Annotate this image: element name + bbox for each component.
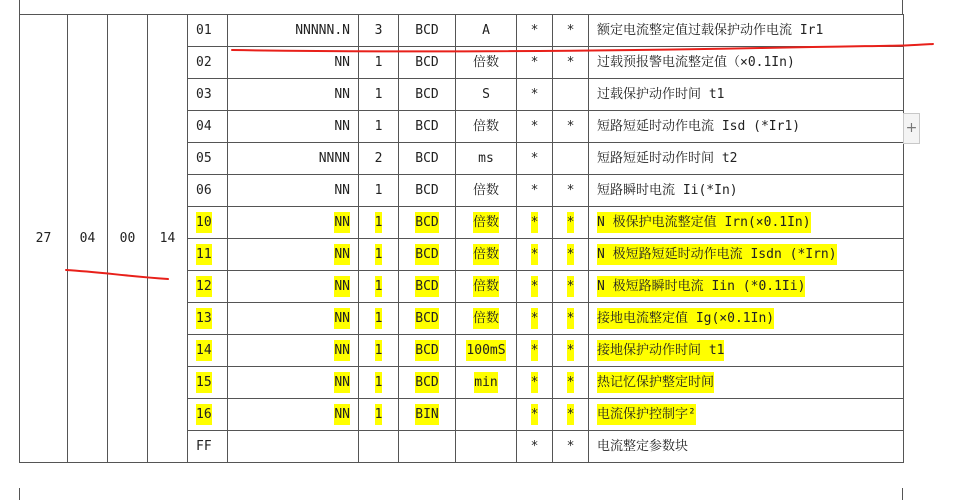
type-cell [399, 431, 456, 463]
format-cell-text: NN [334, 55, 350, 70]
format-cell [228, 175, 359, 207]
code-cell-text: 11 [196, 244, 212, 265]
unit-cell-text: A [482, 23, 490, 38]
format-cell [228, 207, 359, 239]
format-cell-text: NN [334, 183, 350, 198]
length-cell-text: 1 [374, 119, 383, 134]
unit-cell [456, 303, 517, 335]
type-cell-text: BCD [415, 372, 438, 393]
unit-cell-text: 100mS [466, 340, 505, 361]
description-cell [589, 303, 904, 335]
length-cell-text: 1 [375, 212, 383, 233]
read-flag-cell-text: * [531, 308, 539, 329]
write-flag-cell-text: * [566, 119, 575, 134]
code-cell [188, 431, 228, 463]
write-flag-cell [553, 79, 589, 111]
length-cell [359, 367, 399, 399]
code-cell [188, 303, 228, 335]
code-cell-text: 10 [196, 212, 212, 233]
unit-cell [456, 367, 517, 399]
write-flag-cell-text: * [566, 183, 575, 198]
description-cell-text: 额定电流整定值过载保护动作电流 Ir1 [597, 23, 824, 38]
length-cell-text: 1 [375, 404, 383, 425]
write-flag-cell [553, 303, 589, 335]
length-cell-text: 1 [375, 244, 383, 265]
write-flag-cell [553, 271, 589, 303]
unit-cell [456, 239, 517, 271]
format-cell-text: NNNNN.N [295, 23, 350, 38]
format-cell [228, 79, 359, 111]
unit-cell [456, 111, 517, 143]
description-cell [589, 79, 904, 111]
length-cell-text: 1 [375, 276, 383, 297]
type-cell [399, 79, 456, 111]
description-cell-text: 短路瞬时电流 Ii(*In) [597, 183, 738, 198]
unit-cell [456, 15, 517, 47]
unit-cell-text: 倍数 [472, 183, 499, 198]
length-cell [359, 175, 399, 207]
write-flag-cell [553, 239, 589, 271]
read-flag-cell-text: * [531, 276, 539, 297]
read-flag-cell [517, 207, 553, 239]
length-cell-text: 1 [374, 55, 383, 70]
description-cell-text: 热记忆保护整定时间 [597, 372, 714, 393]
format-cell-text: NN [334, 119, 350, 134]
code-cell [188, 239, 228, 271]
format-cell [228, 111, 359, 143]
length-cell [359, 47, 399, 79]
length-cell [359, 111, 399, 143]
length-cell-text: 1 [374, 183, 383, 198]
read-flag-cell-text: * [530, 87, 539, 102]
type-cell [399, 367, 456, 399]
code-cell [188, 47, 228, 79]
description-cell-text: 过载保护动作时间 t1 [597, 87, 725, 102]
format-cell-text: NN [334, 372, 350, 393]
format-cell-text: NN [334, 244, 350, 265]
parameter-table [19, 14, 904, 463]
read-flag-cell [517, 271, 553, 303]
unit-cell-text: 倍数 [473, 212, 499, 233]
code-cell [188, 111, 228, 143]
read-flag-cell-text: * [531, 404, 539, 425]
write-flag-cell-text: * [566, 55, 575, 70]
read-flag-cell [517, 335, 553, 367]
description-cell-text: 过载预报警电流整定值（×0.1In) [597, 55, 795, 70]
read-flag-cell [517, 303, 553, 335]
write-flag-cell [553, 111, 589, 143]
length-cell-text: 2 [374, 151, 383, 166]
format-cell [228, 143, 359, 175]
description-cell [589, 239, 904, 271]
unit-cell-text: 倍数 [472, 55, 499, 70]
write-flag-cell-text: * [567, 308, 575, 329]
write-flag-cell [553, 175, 589, 207]
length-cell-text: 1 [375, 308, 383, 329]
write-flag-cell [553, 335, 589, 367]
description-cell [589, 335, 904, 367]
length-cell [359, 15, 399, 47]
write-flag-cell [553, 431, 589, 463]
type-cell-text: BCD [415, 276, 438, 297]
description-cell [589, 399, 904, 431]
read-flag-cell-text: * [530, 119, 539, 134]
description-cell [589, 367, 904, 399]
write-flag-cell [553, 143, 589, 175]
read-flag-cell-text: * [530, 183, 539, 198]
code-cell [188, 15, 228, 47]
type-cell-text: BCD [415, 308, 438, 329]
format-cell-text: NN [334, 340, 350, 361]
length-cell-text: 1 [375, 372, 383, 393]
description-cell-text: N 极保护电流整定值 Irn(×0.1In) [597, 212, 811, 233]
read-flag-cell [517, 79, 553, 111]
length-cell-text: 1 [374, 87, 383, 102]
type-cell [399, 303, 456, 335]
write-flag-cell [553, 367, 589, 399]
write-flag-cell [553, 207, 589, 239]
read-flag-cell [517, 175, 553, 207]
format-cell-text: NN [334, 212, 350, 233]
code-cell-text: 01 [196, 23, 212, 38]
code-cell-text: 13 [196, 308, 212, 329]
type-cell-text: BIN [415, 404, 438, 425]
description-cell-text: N 极短路短延时动作电流 Isdn (*Irn) [597, 244, 837, 265]
unit-cell [456, 431, 517, 463]
description-cell [589, 111, 904, 143]
write-flag-cell-text: * [567, 340, 575, 361]
code-cell [188, 271, 228, 303]
type-cell [399, 399, 456, 431]
description-cell-text: 短路短延时动作电流 Isd (*Ir1) [597, 119, 801, 134]
code-cell-text: 02 [196, 55, 212, 70]
type-cell [399, 143, 456, 175]
format-cell-text: NN [334, 404, 350, 425]
unit-cell [456, 47, 517, 79]
unit-cell [456, 207, 517, 239]
table-top-continuation [19, 0, 903, 14]
write-flag-cell-text: * [566, 439, 575, 454]
read-flag-cell [517, 15, 553, 47]
unit-cell [456, 79, 517, 111]
read-flag-cell [517, 111, 553, 143]
unit-cell [456, 143, 517, 175]
read-flag-cell-text: * [530, 439, 539, 454]
code-cell-text: FF [196, 439, 212, 454]
code-cell-text: 05 [196, 151, 212, 166]
length-cell [359, 79, 399, 111]
type-cell-text: BCD [415, 244, 438, 265]
format-cell-text: NN [334, 308, 350, 329]
length-cell [359, 431, 399, 463]
read-flag-cell [517, 367, 553, 399]
description-cell [589, 431, 904, 463]
type-cell-text: BCD [415, 151, 439, 166]
add-column-button[interactable]: + [903, 113, 920, 144]
group-id-cell-4: 14 [148, 15, 188, 463]
unit-cell-text: 倍数 [473, 276, 499, 297]
unit-cell-text: S [482, 87, 490, 102]
description-cell [589, 15, 904, 47]
unit-cell [456, 271, 517, 303]
description-cell [589, 271, 904, 303]
format-cell [228, 47, 359, 79]
type-cell [399, 271, 456, 303]
format-cell-text: NN [334, 276, 350, 297]
write-flag-cell [553, 15, 589, 47]
type-cell [399, 207, 456, 239]
read-flag-cell-text: * [530, 55, 539, 70]
type-cell [399, 335, 456, 367]
write-flag-cell-text: * [566, 23, 575, 38]
read-flag-cell-text: * [531, 244, 539, 265]
read-flag-cell [517, 47, 553, 79]
code-cell [188, 175, 228, 207]
code-cell [188, 399, 228, 431]
write-flag-cell-text: * [567, 244, 575, 265]
type-cell [399, 175, 456, 207]
format-cell-text: NN [334, 87, 350, 102]
code-cell [188, 367, 228, 399]
description-cell [589, 207, 904, 239]
table-row [20, 15, 904, 47]
read-flag-cell-text: * [530, 23, 539, 38]
code-cell [188, 207, 228, 239]
length-cell [359, 303, 399, 335]
group-id-cell-1: 27 [20, 15, 68, 463]
type-cell-text: BCD [415, 183, 439, 198]
description-cell-text: 接地电流整定值 Ig(×0.1In) [597, 308, 774, 329]
read-flag-cell [517, 143, 553, 175]
unit-cell [456, 335, 517, 367]
read-flag-cell [517, 239, 553, 271]
format-cell [228, 15, 359, 47]
write-flag-cell-text: * [567, 212, 575, 233]
code-cell [188, 79, 228, 111]
code-cell-text: 14 [196, 340, 212, 361]
format-cell [228, 271, 359, 303]
length-cell-text: 1 [375, 340, 383, 361]
type-cell [399, 15, 456, 47]
type-cell-text: BCD [415, 55, 439, 70]
description-cell-text: 接地保护动作时间 t1 [597, 340, 724, 361]
type-cell-text: BCD [415, 119, 439, 134]
write-flag-cell-text: * [567, 372, 575, 393]
read-flag-cell-text: * [531, 340, 539, 361]
unit-cell-text: 倍数 [473, 308, 499, 329]
description-cell [589, 47, 904, 79]
length-cell [359, 399, 399, 431]
type-cell [399, 111, 456, 143]
description-cell [589, 175, 904, 207]
description-cell-text: 电流整定参数块 [597, 439, 689, 454]
code-cell-text: 03 [196, 87, 212, 102]
length-cell [359, 271, 399, 303]
type-cell-text: BCD [415, 340, 438, 361]
group-id-cell-2: 04 [68, 15, 108, 463]
length-cell [359, 335, 399, 367]
group-id-cell-3: 00 [108, 15, 148, 463]
description-cell [589, 143, 904, 175]
format-cell [228, 367, 359, 399]
unit-cell-text: min [474, 372, 497, 393]
code-cell [188, 143, 228, 175]
unit-cell-text: 倍数 [472, 119, 499, 134]
read-flag-cell-text: * [531, 372, 539, 393]
length-cell [359, 207, 399, 239]
read-flag-cell [517, 399, 553, 431]
description-cell-text: 短路短延时动作时间 t2 [597, 151, 738, 166]
type-cell [399, 47, 456, 79]
code-cell [188, 335, 228, 367]
format-cell [228, 335, 359, 367]
format-cell-text: NNNN [318, 151, 350, 166]
read-flag-cell-text: * [530, 151, 539, 166]
write-flag-cell-text: * [567, 404, 575, 425]
code-cell-text: 06 [196, 183, 212, 198]
length-cell-text: 3 [374, 23, 383, 38]
write-flag-cell [553, 399, 589, 431]
code-cell-text: 12 [196, 276, 212, 297]
write-flag-cell-text: * [567, 276, 575, 297]
format-cell [228, 431, 359, 463]
unit-cell [456, 175, 517, 207]
type-cell [399, 239, 456, 271]
code-cell-text: 16 [196, 404, 212, 425]
format-cell [228, 399, 359, 431]
write-flag-cell [553, 47, 589, 79]
type-cell-text: BCD [415, 212, 438, 233]
type-cell-text: BCD [415, 87, 439, 102]
length-cell [359, 143, 399, 175]
description-cell-text: 电流保护控制字² [597, 404, 696, 425]
read-flag-cell [517, 431, 553, 463]
code-cell-text: 15 [196, 372, 212, 393]
description-cell-text: N 极短路瞬时电流 Iin (*0.1Ii) [597, 276, 805, 297]
unit-cell-text: 倍数 [473, 244, 499, 265]
length-cell [359, 239, 399, 271]
code-cell-text: 04 [196, 119, 212, 134]
format-cell [228, 303, 359, 335]
table-bottom-continuation [19, 488, 903, 500]
unit-cell-text: ms [478, 151, 494, 166]
unit-cell [456, 399, 517, 431]
type-cell-text: BCD [415, 23, 439, 38]
format-cell [228, 239, 359, 271]
read-flag-cell-text: * [531, 212, 539, 233]
